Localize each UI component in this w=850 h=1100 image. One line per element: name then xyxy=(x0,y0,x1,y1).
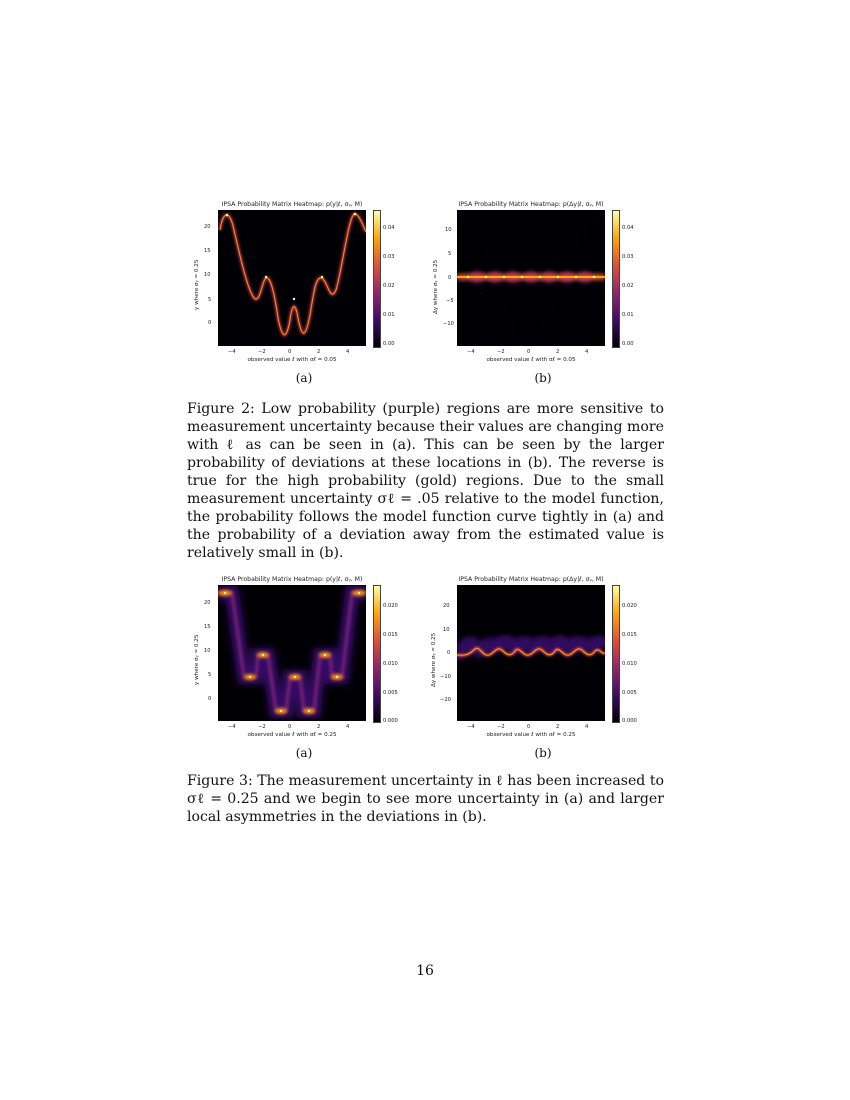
figure2-panel-a xyxy=(194,201,366,363)
y-tick: 20 xyxy=(204,224,211,230)
x-axis-label: observed value ℓ with σℓ = 0.25 xyxy=(486,732,576,738)
colorbar-tick: 0.015 xyxy=(622,632,637,638)
colorbar-tick: 0.02 xyxy=(383,283,395,289)
x-tick: −4 xyxy=(467,349,475,355)
x-tick: 0 xyxy=(527,724,531,730)
y-tick: 20 xyxy=(204,600,211,606)
colorbar-tick: 0.010 xyxy=(622,661,637,667)
subfigure-label: (a) xyxy=(295,371,313,385)
y-tick: 15 xyxy=(204,248,211,254)
y-tick: 10 xyxy=(443,627,450,633)
y-tick: 10 xyxy=(204,648,211,654)
heatmap-axes xyxy=(457,585,605,721)
y-tick: −20 xyxy=(440,697,451,703)
colorbar-tick: 0.005 xyxy=(383,690,398,696)
colorbar-tick: 0.020 xyxy=(622,603,637,609)
figure3-caption xyxy=(187,772,664,826)
x-tick: −4 xyxy=(228,724,236,730)
colorbar-tick: 0.000 xyxy=(383,718,398,724)
colorbar xyxy=(373,210,381,348)
colorbar-tick: 0.03 xyxy=(383,254,395,260)
heatmap-curve xyxy=(220,214,366,335)
colorbar-tick: 0.03 xyxy=(622,254,634,260)
colorbar xyxy=(612,585,620,723)
y-tick: 10 xyxy=(204,272,211,278)
colorbar-tick: 0.04 xyxy=(383,225,395,231)
colorbar-tick: 0.02 xyxy=(622,283,634,289)
figure2-panel-b xyxy=(433,201,605,363)
colorbar-tick: 0.000 xyxy=(622,718,637,724)
y-tick: −10 xyxy=(440,674,451,680)
heatmap-axes xyxy=(218,210,366,346)
figure3-panel-a xyxy=(194,576,366,738)
colorbar-tick: 0.00 xyxy=(622,341,634,347)
y-tick: 10 xyxy=(445,227,452,233)
heatmap-image xyxy=(218,210,366,346)
x-tick: −2 xyxy=(258,724,266,730)
y-tick: 0 xyxy=(208,320,212,326)
subfigure-label: (a) xyxy=(295,746,313,760)
subfigure-label: (b) xyxy=(534,746,552,760)
heatmap-axes xyxy=(218,585,366,721)
y-tick: −5 xyxy=(446,298,454,304)
colorbar-tick: 0.010 xyxy=(383,661,398,667)
heatmap-image xyxy=(457,585,605,721)
x-axis-label: observed value ℓ with σℓ = 0.25 xyxy=(247,732,337,738)
x-tick: 2 xyxy=(556,349,560,355)
heatmap-curve-glow xyxy=(220,214,366,335)
x-tick: −2 xyxy=(258,349,266,355)
y-tick: 0 xyxy=(448,275,452,281)
y-tick: 5 xyxy=(208,672,212,678)
y-tick: 0 xyxy=(208,696,212,702)
y-tick: 20 xyxy=(443,603,450,609)
x-tick: 2 xyxy=(317,349,321,355)
colorbar-tick: 0.015 xyxy=(383,632,398,638)
x-tick: −2 xyxy=(497,724,505,730)
y-axis-label: y where σᵧ = 0.25 xyxy=(194,259,200,310)
colorbar-tick: 0.00 xyxy=(383,341,395,347)
colorbar-tick: 0.020 xyxy=(383,603,398,609)
y-tick: 5 xyxy=(448,251,452,257)
x-tick: −4 xyxy=(467,724,475,730)
caption-text: Low probability (purple) regions are more sensitive to measurement uncertainty because their values are changing more with ℓ as can be seen in (a). This can be seen by the larger probability of deviations at these locations in (b). The reverse is true for the high probability (gold) regions. Due to the small measurement uncertainty σℓ = .05 relative to the model function, the probability follows the model function curve tightly in (a) and the probability of a deviation away from the estimated value is relatively small in (b). xyxy=(187,401,664,561)
y-tick: 15 xyxy=(204,624,211,630)
figure-number: Figure 3: xyxy=(187,773,253,789)
x-tick: −2 xyxy=(497,349,505,355)
heatmap-image xyxy=(457,210,605,346)
x-axis-label: observed value ℓ with σℓ = 0.05 xyxy=(247,357,337,363)
panel-title: IPSA Probability Matrix Heatmap: p(y|ℓ, σᵧ, M) xyxy=(221,201,363,208)
x-axis-label: observed value ℓ with σℓ = 0.05 xyxy=(486,357,576,363)
panel-title: IPSA Probability Matrix Heatmap: p(y|ℓ, σᵧ, M) xyxy=(221,576,363,583)
heatmap-image xyxy=(218,585,366,721)
caption-text: The measurement uncertainty in ℓ has been increased to σℓ = 0.25 and we begin to see more uncertainty in (a) and larger local asymmetries in the deviations in (b). xyxy=(187,773,664,825)
panel-title: IPSA Probability Matrix Heatmap: p(Δy|ℓ, σᵧ, M) xyxy=(458,201,604,208)
x-tick: −4 xyxy=(228,349,236,355)
y-tick: 0 xyxy=(447,650,451,656)
x-tick: 0 xyxy=(288,349,292,355)
x-tick: 0 xyxy=(288,724,292,730)
figure3-panel-b xyxy=(431,576,605,738)
colorbar xyxy=(373,585,381,723)
colorbar-tick: 0.04 xyxy=(622,225,634,231)
heatmap-band xyxy=(457,276,605,278)
x-tick: 2 xyxy=(317,724,321,730)
heatmap-axes xyxy=(457,210,605,346)
x-tick: 4 xyxy=(585,349,589,355)
y-tick: 5 xyxy=(208,297,212,303)
x-tick: 2 xyxy=(556,724,560,730)
panel-title: IPSA Probability Matrix Heatmap: p(Δy|ℓ, σᵧ, M) xyxy=(458,576,604,583)
x-tick: 4 xyxy=(585,724,589,730)
colorbar-tick: 0.01 xyxy=(622,312,634,318)
subfigure-label: (b) xyxy=(534,371,552,385)
x-tick: 0 xyxy=(527,349,531,355)
y-axis-label: Δy where σᵧ = 0.25 xyxy=(431,632,437,687)
colorbar xyxy=(612,210,620,348)
x-tick: 4 xyxy=(346,724,350,730)
colorbar-tick: 0.005 xyxy=(622,690,637,696)
figure-number: Figure 2: xyxy=(187,401,255,417)
x-tick: 4 xyxy=(346,349,350,355)
y-tick: −10 xyxy=(443,321,454,327)
y-axis-label: y where σᵧ = 0.25 xyxy=(194,634,200,685)
y-axis-label: Δy where σᵧ = 0.25 xyxy=(433,259,439,314)
page-number: 16 xyxy=(416,963,434,979)
figure2-caption xyxy=(187,400,664,562)
colorbar-tick: 0.01 xyxy=(383,312,395,318)
